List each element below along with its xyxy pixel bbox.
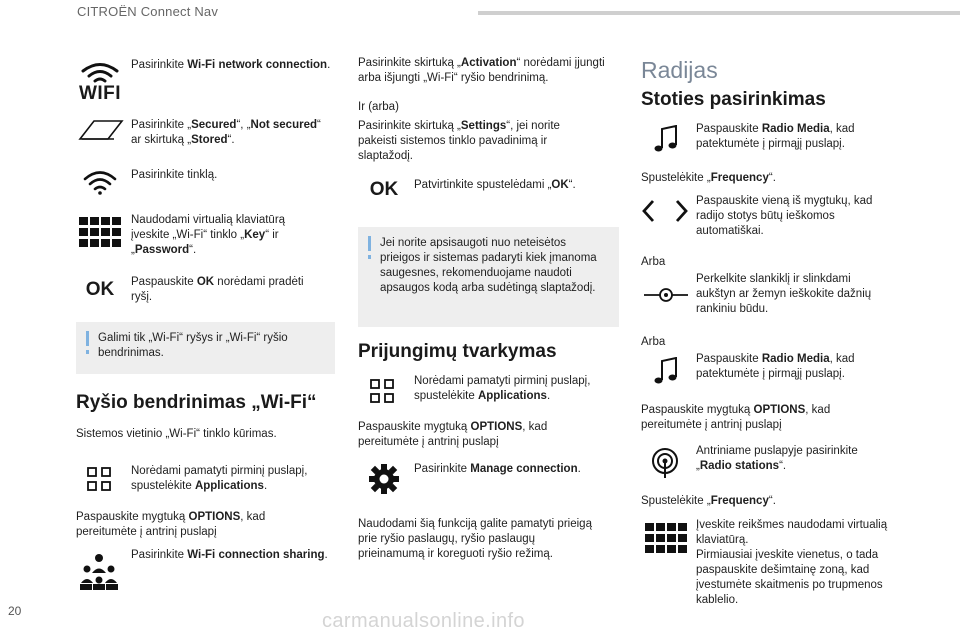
step-ok: Paspauskite OK norėdami pradėti ryšį. xyxy=(131,276,304,303)
step-keyboard-entry xyxy=(696,518,896,608)
wifi-icon xyxy=(76,60,124,106)
security-note-text: Jei norite apsisaugoti nuo neteisėtos prieigos ir sistemas padaryti kiek įmanoma saugesnes, rekomenduojame naudoti apsaugos kodą arba sudėtingą slaptažodį. xyxy=(380,237,597,294)
music-note-icon xyxy=(652,356,680,386)
options-instruction: Paspauskite mygtuką OPTIONS, kad pereitumėte į antrinį puslapį xyxy=(76,511,266,538)
step-connection-sharing: Pasirinkite Wi-Fi connection sharing. xyxy=(131,549,328,561)
step-radio-media: Paspauskite Radio Media, kad patektumėte į pirmąjį puslapį. xyxy=(696,353,855,380)
header-title: CITROËN Connect Nav xyxy=(77,4,219,19)
gear-icon xyxy=(367,462,401,496)
wifi-signal-icon xyxy=(82,168,118,196)
section-heading: Ryšio bendrinimas „Wi-Fi“ xyxy=(76,392,317,413)
wifi-icon-label: WIFI xyxy=(78,83,122,104)
note-marker xyxy=(86,331,89,346)
intro-text: Sistemos vietinio „Wi-Fi“ tinklo kūrimas. xyxy=(76,428,277,440)
keyboard-entry-text: Įveskite reikšmes naudodami virtualią klaviatūrą. xyxy=(696,519,888,546)
or-text: Ir (arba) xyxy=(358,101,399,113)
keyboard-icon xyxy=(78,216,122,248)
step-secured: Pasirinkite „Secured“, „Not secured“ ar skirtuką „Stored“. xyxy=(131,119,321,146)
arba-text: Arba xyxy=(641,256,666,268)
main-heading: Radijas xyxy=(641,57,718,83)
applications-icon xyxy=(369,378,395,404)
sharing-icon xyxy=(78,552,120,592)
step-select-network: Pasirinkite tinklą. xyxy=(131,169,218,181)
page-number: 20 xyxy=(8,604,22,618)
keyboard-decimal-text: Pirmiausiai įveskite vienetus, o tada paspauskite dešimtainę zoną, kad įvestumėte skaitmenis po trupmenos kablelio. xyxy=(696,549,883,606)
seek-arrows-icon xyxy=(640,198,690,224)
closing-text: Naudodami šią funkciją galite pamatyti prieigą prie ryšio paslaugų, ryšio paslaugų prieinamumą ir koreguoti ryšio režimą. xyxy=(358,518,592,560)
slider-icon xyxy=(642,283,690,307)
arba-text: Arba xyxy=(641,336,666,348)
frequency-instruction: Spustelėkite „Frequency“. xyxy=(641,495,776,507)
ok-icon: OK xyxy=(369,179,399,200)
step-keyboard: Naudodami virtualią klaviatūrą įveskite „Wi-Fi“ tinklo „Key“ ir „Password“. xyxy=(131,214,286,256)
edit-icon xyxy=(78,118,124,142)
options-instruction: Paspauskite mygtuką OPTIONS, kad pereitumėte į antrinį puslapį xyxy=(358,421,548,448)
music-note-icon xyxy=(652,124,680,154)
keyboard-icon xyxy=(644,522,688,554)
settings-text: Pasirinkite skirtuką „Settings“, jei norite pakeisti sistemos tinklo pavadinimą ir slaptažodį. xyxy=(358,120,560,162)
step-applications: Norėdami pamatyti pirminį puslapį, spustelėkite Applications. xyxy=(131,465,308,492)
section-heading: Prijungimų tvarkymas xyxy=(358,341,557,362)
note-marker xyxy=(368,236,371,251)
note-text: Galimi tik „Wi-Fi“ ryšys ir „Wi-Fi“ ryšio bendrinimas. xyxy=(98,332,288,359)
note-marker-dot xyxy=(368,255,371,259)
step-radio-stations: Antriniame puslapyje pasirinkite „Radio stations“. xyxy=(696,445,858,472)
frequency-instruction: Spustelėkite „Frequency“. xyxy=(641,172,776,184)
radio-antenna-icon xyxy=(648,446,682,480)
applications-icon xyxy=(86,466,112,492)
watermark: carmanualsonline.info xyxy=(322,610,525,632)
options-instruction: Paspauskite mygtuką OPTIONS, kad pereitumėte į antrinį puslapį xyxy=(641,404,831,431)
header-divider xyxy=(478,11,960,15)
step-confirm-ok: Patvirtinkite spustelėdami „OK“. xyxy=(414,179,576,191)
security-note-box xyxy=(358,227,619,327)
step-applications: Norėdami pamatyti pirminį puslapį, spustelėkite Applications. xyxy=(414,375,591,402)
note-marker-dot xyxy=(86,350,89,354)
step-manage-connection: Pasirinkite Manage connection. xyxy=(414,463,581,475)
step-slider: Perkelkite slankiklį ir slinkdami aukštyn ar žemyn ieškokite dažnių rankiniu būdu. xyxy=(696,273,872,315)
note-box xyxy=(76,322,335,374)
step-radio-media: Paspauskite Radio Media, kad patektumėte į pirmąjį puslapį. xyxy=(696,123,855,150)
activation-text: Pasirinkite skirtuką „Activation“ norėdami įjungti arba išjungti „Wi-Fi“ ryšio bendrinimą. xyxy=(358,57,605,84)
section-heading: Stoties pasirinkimas xyxy=(641,89,826,110)
ok-icon: OK xyxy=(85,279,115,300)
step-wifi-network: Pasirinkite Wi-Fi network connection. xyxy=(131,59,331,71)
step-seek: Paspauskite vieną iš mygtukų, kad radijo stotys būtų ieškomos automatiškai. xyxy=(696,195,873,237)
